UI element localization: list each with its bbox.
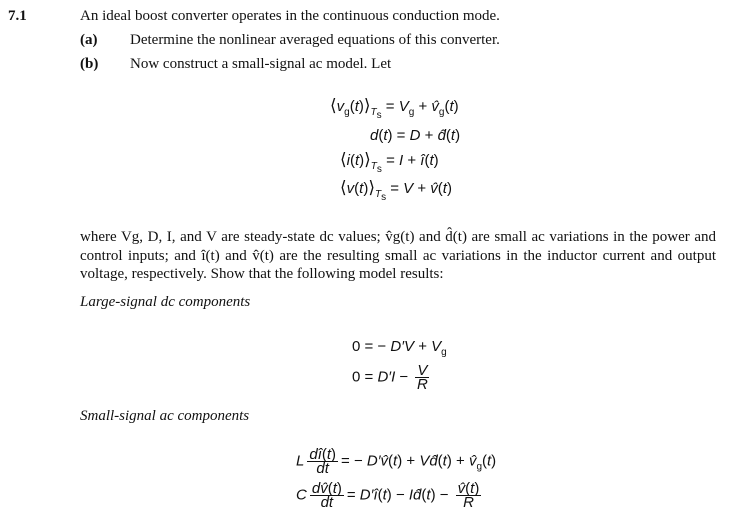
problem-number: 7.1 (8, 8, 27, 24)
large-signal-heading: Large-signal dc components (80, 294, 251, 310)
let-equation-i: $⟨i(t)⟩_{T_s} = I$ + î(t) (340, 150, 439, 175)
part-a-text: Determine the nonlinear averaged equations of this converter. (130, 32, 500, 48)
large-signal-eq2: 0 = D′I − $\frac{V}{R}$ (352, 362, 428, 393)
part-a-label: (a) (80, 32, 98, 48)
small-signal-heading: Small-signal ac components (80, 408, 250, 424)
part-b-text: Now construct a small-signal ac model. Let (130, 56, 392, 72)
small-signal-eq2: C $\frac{dv̂(t)}{dt}$ = D′î(t) − Id̂(t) − $\frac{v̂(t)}{R}$ (296, 480, 480, 511)
let-equation-v: $⟨v(t)⟩_{T_s} = V$ + v̂(t) (340, 178, 452, 203)
large-signal-eq1: 0 = − $D'V + V_g$ (352, 338, 447, 358)
let-equation-vg: $⟨v_g(t)⟩_{T_s} = V_g$ + $v̂_g(t)$ (330, 96, 459, 121)
description-paragraph: where Vg, D, I, and V are steady-state dc values; v̂g(t) and d̂(t) are small ac variations in the power and control inputs; and î(t) and v̂(t) are the resulting small ac variations in the inductor current and output voltage, respectively. Show that the following model results: (80, 229, 716, 282)
problem-intro: An ideal boost converter operates in the continuous conduction mode. (80, 8, 500, 24)
part-b-label: (b) (80, 56, 99, 72)
small-signal-eq1: L $\frac{dî(t)}{dt}$ = − D′v̂(t) + Vd̂(t) + $v̂_g(t)$ (296, 446, 497, 477)
let-equation-d: d(t) = D + d̂(t) (370, 127, 461, 144)
